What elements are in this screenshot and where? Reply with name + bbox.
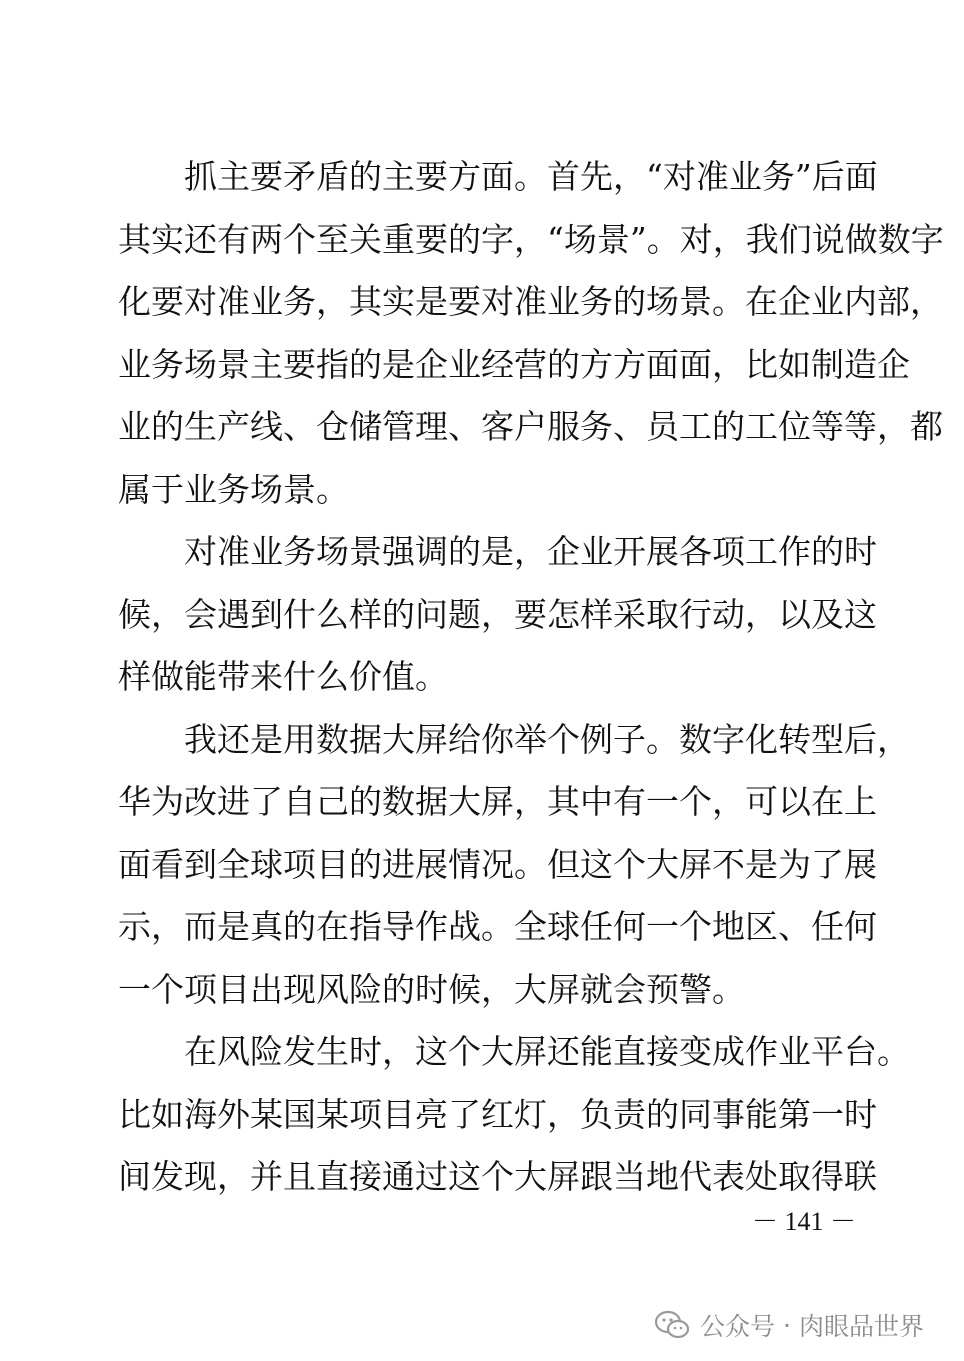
paragraph-1-line-5: 业的生产线、仓储管理、客户服务、员工的工位等等，都 — [118, 407, 943, 446]
paragraph-2-line-2: 候，会遇到什么样的问题，要怎样采取行动，以及这 — [118, 594, 877, 634]
paragraph-3-line-1: 我还是用数据大屏给你举个例子。数字化转型后， — [184, 719, 910, 759]
paragraph-3-line-3: 面看到全球项目的进展情况。但这个大屏不是为了展 — [118, 844, 877, 884]
watermark-account-name: 肉眼品世界 — [798, 1312, 924, 1341]
watermark-separator: · — [783, 1310, 791, 1340]
paragraph-2-line-1: 对准业务场景强调的是，企业开展各项工作的时 — [184, 532, 877, 571]
paragraph-1-line-4: 业务场景主要指的是企业经营的方方面面，比如制造企 — [118, 344, 910, 384]
body-text — [118, 146, 944, 1209]
paragraph-3-line-4: 示，而是真的在指导作战。全球任何一个地区、任何 — [118, 907, 877, 946]
paragraph-1-line-2: 其实还有两个至关重要的字，“场景”。对，我们说做数字 — [118, 219, 944, 259]
paragraph-4-line-2: 比如海外某国某项目亮了红灯，负责的同事能第一时 — [118, 1094, 877, 1134]
watermark-source-label: 公众号 — [700, 1312, 776, 1341]
paragraph-2-line-3: 样做能带来什么价值。 — [118, 657, 448, 696]
wechat-official-account-icon — [654, 1310, 690, 1340]
paragraph-3-line-2: 华为改进了自己的数据大屏，其中有一个，可以在上 — [118, 782, 877, 821]
paragraph-3-line-5: 一个项目出现风险的时候，大屏就会预警。 — [118, 969, 745, 1009]
paragraph-4-line-3: 间发现，并且直接通过这个大屏跟当地代表处取得联 — [118, 1157, 877, 1196]
paragraph-1-line-1: 抓主要矛盾的主要方面。首先，“对准业务”后面 — [184, 157, 878, 196]
watermark — [654, 1305, 924, 1345]
page-number: － 141 － — [752, 1207, 857, 1236]
paragraph-4-line-1: 在风险发生时，这个大屏还能直接变成作业平台。 — [184, 1032, 910, 1071]
paragraph-1-line-6: 属于业务场景。 — [118, 469, 349, 509]
paragraph-1-line-3: 化要对准业务，其实是要对准业务的场景。在企业内部， — [118, 282, 943, 321]
